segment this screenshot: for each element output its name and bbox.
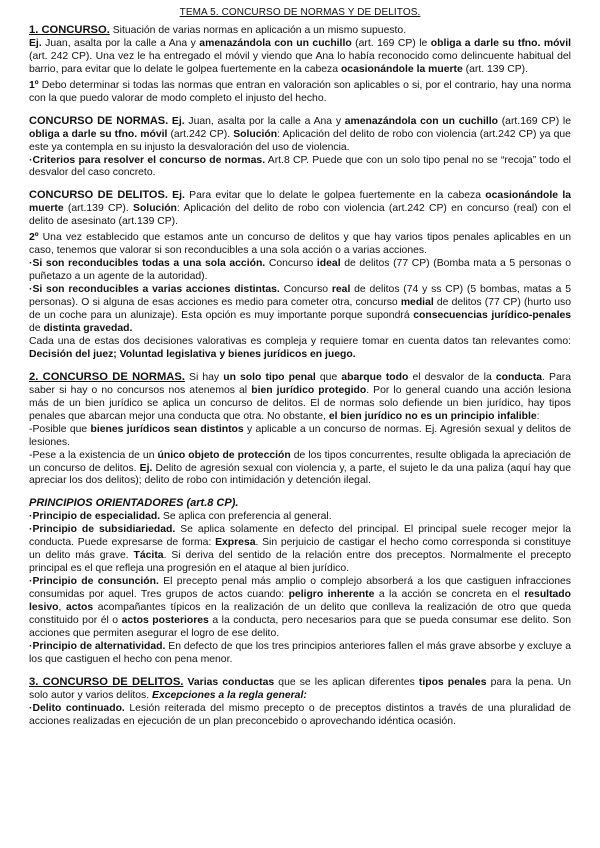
section-1-intro: 1. CONCURSO. Situación de varias normas en aplicación a un mismo supuesto. <box>29 23 407 36</box>
concurso-delitos-example: CONCURSO DE DELITOS. Ej. Para evitar que lo delate le golpea fuertemente en la cabeza ocasionándole la muerte (art.139 CP). Solución: Aplicación del delito de robo con violencia (art.242 CP) en concurso (real) con el delito de asesinato (art.139 CP). <box>29 189 571 228</box>
section-2-heading: 2. CONCURSO DE NORMAS. <box>29 370 185 383</box>
section-3-paragraph: 3. CONCURSO DE DELITOS. Varias conductas que se les aplican diferentes tipos penales para la pena. Un solo autor y varios delitos. Excepciones a la regla general: <box>29 675 571 701</box>
step-1-paragraph: 1º Debo determinar si todas las normas que entran en valoración son aplicables o si, por el contrario, hay una norma con la que puedo valorar de modo completo el injusto del hecho. <box>29 79 571 104</box>
section-3-heading: 3. CONCURSO DE DELITOS. <box>29 675 184 688</box>
document-title: TEMA 5. CONCURSO DE NORMAS Y DE DELITOS. <box>179 7 421 18</box>
unico-objeto-paragraph: -Pese a la existencia de un único objeto de protección de los tipos concurrentes, resulte obligada la apreciación de un concurso de delitos. Ej. Delito de agresión sexual con violencia y, a parte, el sujeto le da una paliza (aquí hay que apreciar los dos delitos); delito de robo con intimidación y detención ilegal. <box>29 449 571 487</box>
criterios-paragraph: ·Criterios para resolver el concurso de normas. Art.8 CP. Puede que con un solo tipo penal no se “recoja” todo el desvalor del caso concreto. <box>29 154 571 179</box>
consuncion-paragraph: ·Principio de consunción. El precepto penal más amplio o complejo absorberá a los que castiguen infracciones consumidas por aquel. Tres grupos de actos cuando: peligro inherente a la acción se concreta en el resultado lesivo, actos acompañantes típicos en la realización de un delito que conlleva la realización de otro que queda constituido por él o actos posteriores a la conducta, pero necesarios para que se pueda consumar ese delito. Son acciones que permiten asegurar el logro de ese delito. <box>29 576 572 639</box>
varias-acciones-paragraph: ·Si son reconducibles a varias acciones distintas. Concurso real de delitos (74 y ss CP) (5 bombas, matas a 5 personas). O si alguna de esas acciones es medio para cometer otra, concurso medial de delitos (77 CP) (hurto uso de un coche para un alunizaje). Esta opción es muy importante porque supondrá consecuencias jurídico-penales de distinta gravedad. <box>29 284 572 334</box>
delito-continuado-paragraph: ·Delito continuado. Lesión reiterada del mismo precepto o de preceptos distintos a través de una pluralidad de acciones realizadas en ejecución de un plan preconcebido o aprovechando idéntica ocasión. <box>29 702 571 727</box>
section-1-example: Ej. Juan, asalta por la calle a Ana y amenazándola con un cuchillo (art. 169 CP) le obliga a darle su tfno. móvil (art. 242 CP). Una vez le ha entregado el móvil y viendo que Ana lo había reconocido como delincuente habitual del barrio, para evitar que lo delate le golpea fuertemente en la cabeza ocasionándole la muerte (art. 139 CP). <box>29 37 571 75</box>
concurso-normas-example: CONCURSO DE NORMAS. Ej. Juan, asalta por la calle a Ana y amenazándola con un cuchillo (art.169 CP) le obliga a darle su tfno. móvil (art.242 CP). Solución: Aplicación del delito de robo con violencia (art.242 CP) ya que este ya contempla en su injusto la desvaloración del uso de violencia. <box>29 114 571 153</box>
una-sola-accion-paragraph: ·Si son reconducibles todas a una sola acción. Concurso ideal de delitos (77 CP) (Bomba mata a 5 personas o puñetazo a un agente de la autoridad). <box>29 258 571 283</box>
decisiones-paragraph: Cada una de estas dos decisiones valorativas es compleja y requiere tomar en cuenta datos tan relevantes como: Decisión del juez; Voluntad legislativa y bienes jurídicos en juego. <box>29 335 571 360</box>
section-1-heading: 1. CONCURSO. <box>29 23 110 36</box>
step-2-paragraph: 2º Una vez establecido que estamos ante un concurso de delitos y que hay varios tipos penales aplicables en un caso, tenemos que valorar si son reconducibles a una sola acción o a varias acciones. <box>29 232 571 257</box>
section-2-paragraph: 2. CONCURSO DE NORMAS. Si hay un solo tipo penal que abarque todo el desvalor de la conducta. Para saber si hay o no concursos nos atenemos al bien jurídico protegido. Por lo general cuando una acción lesiona más de un bien jurídico se aplica un concurso de delitos. El de normas solo defiende un bien jurídico, hay tipos penales que abarcan mejor una conducta que otra. No obstante, el bien jurídico no es un principio infalible: <box>29 370 571 422</box>
bienes-distintos-paragraph: -Posible que bienes jurídicos sean distintos y aplicable a un concurso de normas. Ej. Agresión sexual y delitos de lesiones. <box>29 423 571 448</box>
especialidad-paragraph: ·Principio de especialidad. Se aplica con preferencia al general. <box>29 511 332 523</box>
principios-heading: PRINCIPIOS ORIENTADORES (art.8 CP). <box>29 497 239 510</box>
alternatividad-paragraph: ·Principio de alternatividad. En defecto de que los tres principios anteriores fallen el más grave absorbe y excluye a los que castiguen el hecho con pena menor. <box>29 640 571 665</box>
subsidiariedad-paragraph: ·Principio de subsidiariedad. Se aplica solamente en defecto del principal. El principal suele recoger mejor la conducta. Puede expresarse de forma: Expresa. Sin perjuicio de castigar el hecho como corresponda si constituye un delito más grave. Tácita. Si deriva del sentido de la relación entre dos preceptos. Normalmente el precepto principal es el que refleja una progresión en el ataque al bien jurídico. <box>29 524 571 575</box>
